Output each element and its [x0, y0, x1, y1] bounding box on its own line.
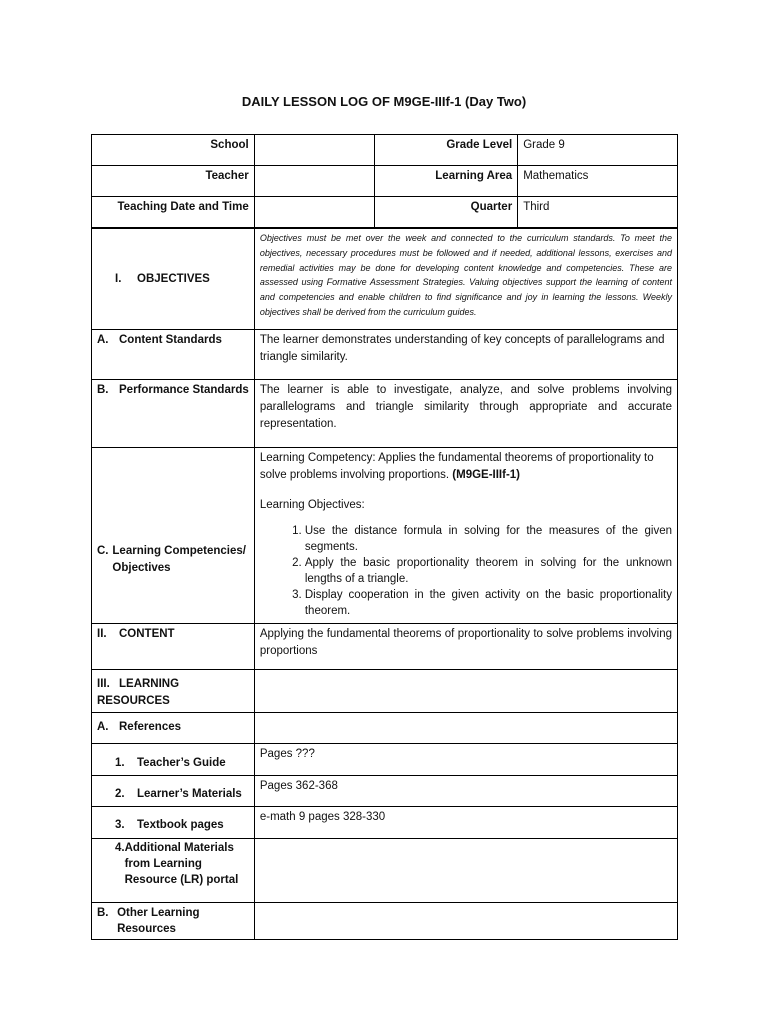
competency-text: Learning Competency: Applies the fundamental theorems of proportionality to solve problems involving proportions. — [259, 452, 654, 481]
performance-standards-label-text: Performance Standards — [119, 384, 249, 396]
textbook-pages-num: 3. — [115, 819, 125, 831]
learning-objective-item: 3. Display cooperation in the given activity on the basic proportionality theorem. — [305, 587, 672, 619]
other-resources-label — [92, 903, 255, 940]
learning-area-label: Learning Area — [375, 166, 518, 197]
performance-standards-row — [92, 380, 678, 448]
competencies-num: C. — [97, 544, 109, 557]
learners-materials-label-text: Learner’s Materials — [137, 788, 242, 800]
content-label-text: CONTENT — [119, 628, 175, 640]
learning-objectives-list — [260, 523, 672, 619]
learners-materials-value: Pages 362-368 — [254, 776, 677, 807]
learning-objective-item: 1. Use the distance formula in solving for the measures of the given segments. — [305, 523, 672, 555]
objectives-note: Objectives must be met over the week and connected to the curriculum standards. To meet the objectives, necessary procedures must be followed and if needed, additional lessons, exercises and remedial activities may be done for developing content knowledge and competencies. These are assessed using Formative Assessment Strategies. Valuing objectives support the learning of content and competencies and enable children to find significance and joy in learning the lessons. Weekly objectives shall be derived from the curriculum guides. — [254, 229, 677, 330]
quarter-field[interactable]: Third — [518, 197, 678, 228]
learners-materials-num: 2. — [115, 788, 125, 800]
quarter-label: Quarter — [375, 197, 518, 228]
learning-resources-num: III. — [97, 678, 110, 690]
performance-standards-label — [92, 380, 255, 448]
header-table — [91, 134, 678, 228]
teachers-guide-value: Pages ??? — [254, 744, 677, 776]
teachers-guide-row — [92, 744, 678, 776]
content-standards-num: A. — [97, 334, 109, 346]
competencies-label — [92, 448, 255, 624]
learning-resources-row — [92, 670, 678, 713]
additional-materials-label — [92, 839, 255, 903]
references-label — [92, 713, 255, 744]
references-value — [254, 713, 677, 744]
learning-objective-item: 2. Apply the basic proportionality theorem in solving for the unknown lengths of a triangle. — [305, 555, 672, 587]
teacher-field[interactable] — [254, 166, 375, 197]
references-row — [92, 713, 678, 744]
performance-standards-text: The learner is able to investigate, analyze, and solve problems involving parallelograms and triangle similarity through appropriate and accurate representation. — [254, 380, 677, 448]
competencies-cell — [254, 448, 677, 624]
school-field[interactable] — [254, 135, 375, 166]
learning-resources-label-text: LEARNING RESOURCES — [97, 678, 180, 707]
textbook-pages-label-text: Textbook pages — [137, 819, 224, 831]
teachers-guide-label — [92, 744, 255, 776]
content-num: II. — [97, 628, 107, 640]
content-standards-row — [92, 330, 678, 380]
content-standards-text: The learner demonstrates understanding of key concepts of parallelograms and triangle similarity. — [254, 330, 677, 380]
lesson-log-table — [91, 228, 678, 940]
learning-resources-value — [254, 670, 677, 713]
textbook-pages-label — [92, 807, 255, 839]
references-label-text: References — [119, 721, 182, 733]
teaching-date-field[interactable] — [254, 197, 375, 228]
school-label: School — [92, 135, 255, 166]
references-num: A. — [97, 721, 109, 733]
learning-objectives-heading: Learning Objectives: — [259, 499, 365, 511]
performance-standards-num: B. — [97, 384, 109, 396]
other-resources-num: B. — [97, 907, 109, 919]
competencies-label-text: Learning Competencies/ Objectives — [112, 544, 246, 574]
learners-materials-label — [92, 776, 255, 807]
content-text: Applying the fundamental theorems of proportionality to solve problems involving proportions — [254, 624, 677, 670]
competencies-row — [92, 448, 678, 624]
learning-resources-label — [92, 670, 255, 713]
learners-materials-row — [92, 776, 678, 807]
teaching-date-label: Teaching Date and Time — [92, 197, 255, 228]
learning-area-field[interactable]: Mathematics — [518, 166, 678, 197]
additional-materials-row — [92, 839, 678, 903]
additional-materials-label-text: Additional Materials from Learning Resource (LR) portal — [124, 842, 239, 886]
objectives-num: I. — [115, 272, 122, 285]
content-standards-label-text: Content Standards — [119, 334, 222, 346]
teacher-label: Teacher — [92, 166, 255, 197]
additional-materials-num: 4. — [115, 842, 125, 854]
objectives-label-text: OBJECTIVES — [137, 272, 210, 285]
other-resources-label-text: Other Learning Resources — [117, 907, 200, 935]
content-row — [92, 624, 678, 670]
textbook-pages-value: e-math 9 pages 328-330 — [254, 807, 677, 839]
additional-materials-value — [254, 839, 677, 903]
content-label — [92, 624, 255, 670]
objectives-label — [92, 229, 255, 330]
grade-level-label: Grade Level — [375, 135, 518, 166]
other-resources-row — [92, 903, 678, 940]
textbook-pages-row — [92, 807, 678, 839]
grade-level-field[interactable]: Grade 9 — [518, 135, 678, 166]
teachers-guide-label-text: Teacher’s Guide — [137, 757, 226, 769]
competency-code: (M9GE-IIIf-1) — [452, 469, 521, 481]
objectives-row — [92, 229, 678, 330]
document-title: DAILY LESSON LOG OF M9GE-IIIf-1 (Day Two) — [241, 94, 527, 109]
competency-statement — [260, 450, 672, 484]
content-standards-label — [92, 330, 255, 380]
teachers-guide-num: 1. — [115, 757, 125, 769]
other-resources-value — [254, 903, 677, 940]
